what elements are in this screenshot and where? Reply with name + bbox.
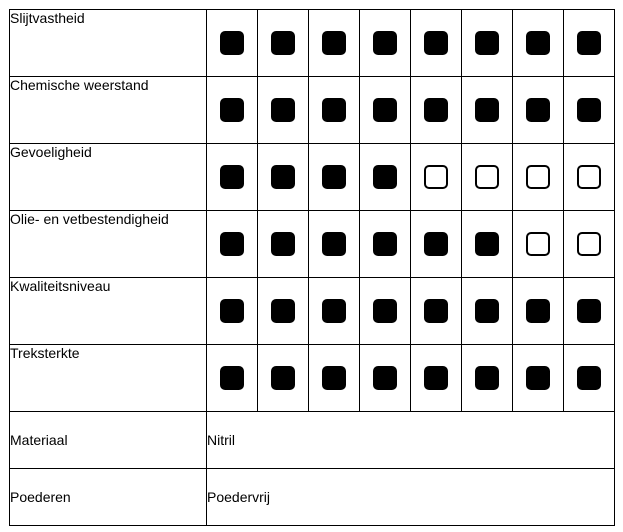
rating-box-cell [258, 278, 309, 345]
property-value: Poedervrij [207, 469, 615, 526]
filled-square-icon [271, 31, 295, 55]
rating-box-cell [207, 144, 258, 211]
rating-box-cell [207, 345, 258, 412]
rating-box-cell [309, 211, 360, 278]
rating-box-cell [309, 345, 360, 412]
filled-square-icon [322, 165, 346, 189]
filled-square-icon [526, 31, 550, 55]
filled-square-icon [373, 366, 397, 390]
rating-row [10, 144, 615, 211]
property-value: Nitril [207, 412, 615, 469]
property-label: Materiaal [10, 412, 207, 469]
product-spec-table [9, 9, 615, 526]
filled-square-icon [271, 232, 295, 256]
empty-square-icon [475, 165, 499, 189]
rating-box-cell [462, 278, 513, 345]
filled-square-icon [220, 98, 244, 122]
filled-square-icon [475, 232, 499, 256]
filled-square-icon [424, 232, 448, 256]
rating-box-cell [462, 10, 513, 77]
empty-square-icon [577, 165, 601, 189]
rating-box-cell [513, 77, 564, 144]
filled-square-icon [322, 98, 346, 122]
rating-box-cell [513, 10, 564, 77]
rating-box-cell [564, 278, 615, 345]
rating-box-cell [309, 77, 360, 144]
rating-box-cell [411, 10, 462, 77]
rating-box-cell [309, 10, 360, 77]
rating-box-cell [564, 211, 615, 278]
rating-box-cell [207, 10, 258, 77]
rating-box-cell [411, 345, 462, 412]
filled-square-icon [424, 31, 448, 55]
filled-square-icon [322, 31, 346, 55]
rating-box-cell [258, 211, 309, 278]
rating-box-cell [513, 144, 564, 211]
rating-box-cell [462, 77, 513, 144]
filled-square-icon [322, 232, 346, 256]
rating-label: Gevoeligheid [10, 144, 207, 211]
filled-square-icon [220, 165, 244, 189]
filled-square-icon [271, 299, 295, 323]
filled-square-icon [322, 299, 346, 323]
rating-box-cell [207, 278, 258, 345]
filled-square-icon [322, 366, 346, 390]
filled-square-icon [271, 366, 295, 390]
filled-square-icon [577, 31, 601, 55]
filled-square-icon [373, 232, 397, 256]
rating-box-cell [513, 278, 564, 345]
spec-table-body [10, 10, 615, 526]
rating-row [10, 211, 615, 278]
rating-box-cell [309, 278, 360, 345]
rating-label: Olie- en vetbestendigheid [10, 211, 207, 278]
rating-box-cell [258, 77, 309, 144]
property-label: Poederen [10, 469, 207, 526]
rating-row [10, 77, 615, 144]
empty-square-icon [577, 232, 601, 256]
filled-square-icon [220, 366, 244, 390]
filled-square-icon [271, 98, 295, 122]
rating-box-cell [411, 278, 462, 345]
rating-label: Treksterkte [10, 345, 207, 412]
filled-square-icon [373, 31, 397, 55]
rating-box-cell [360, 77, 411, 144]
rating-box-cell [564, 345, 615, 412]
filled-square-icon [577, 366, 601, 390]
rating-label: Slijtvastheid [10, 10, 207, 77]
filled-square-icon [577, 299, 601, 323]
rating-label: Kwaliteitsniveau [10, 278, 207, 345]
rating-box-cell [411, 77, 462, 144]
rating-box-cell [360, 211, 411, 278]
filled-square-icon [526, 299, 550, 323]
rating-box-cell [411, 211, 462, 278]
rating-box-cell [462, 211, 513, 278]
rating-box-cell [513, 345, 564, 412]
filled-square-icon [475, 366, 499, 390]
rating-box-cell [564, 10, 615, 77]
rating-box-cell [462, 345, 513, 412]
rating-box-cell [309, 144, 360, 211]
filled-square-icon [526, 98, 550, 122]
rating-row [10, 278, 615, 345]
filled-square-icon [220, 232, 244, 256]
filled-square-icon [271, 165, 295, 189]
rating-row [10, 345, 615, 412]
filled-square-icon [373, 165, 397, 189]
rating-box-cell [564, 144, 615, 211]
rating-box-cell [207, 77, 258, 144]
rating-box-cell [564, 77, 615, 144]
filled-square-icon [424, 299, 448, 323]
rating-box-cell [411, 144, 462, 211]
empty-square-icon [526, 232, 550, 256]
rating-label: Chemische weerstand [10, 77, 207, 144]
rating-box-cell [360, 10, 411, 77]
rating-box-cell [360, 278, 411, 345]
empty-square-icon [424, 165, 448, 189]
rating-box-cell [207, 211, 258, 278]
filled-square-icon [424, 366, 448, 390]
filled-square-icon [577, 98, 601, 122]
rating-box-cell [513, 211, 564, 278]
empty-square-icon [526, 165, 550, 189]
filled-square-icon [220, 299, 244, 323]
filled-square-icon [526, 366, 550, 390]
filled-square-icon [373, 98, 397, 122]
filled-square-icon [475, 299, 499, 323]
rating-box-cell [462, 144, 513, 211]
rating-box-cell [360, 144, 411, 211]
rating-box-cell [258, 345, 309, 412]
rating-box-cell [258, 144, 309, 211]
filled-square-icon [475, 31, 499, 55]
property-row [10, 469, 615, 526]
filled-square-icon [220, 31, 244, 55]
rating-box-cell [360, 345, 411, 412]
filled-square-icon [424, 98, 448, 122]
filled-square-icon [475, 98, 499, 122]
rating-box-cell [258, 10, 309, 77]
filled-square-icon [373, 299, 397, 323]
rating-row [10, 10, 615, 77]
property-row [10, 412, 615, 469]
